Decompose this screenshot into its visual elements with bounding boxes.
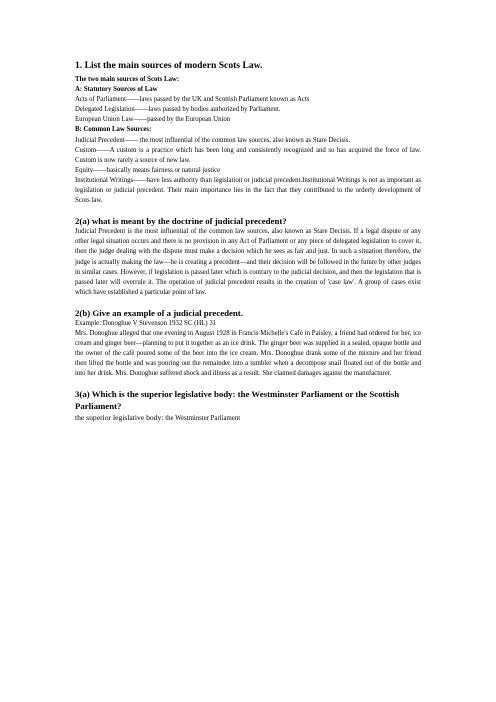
q3a-answer xyxy=(75,412,421,424)
q2b-body: Mrs. Donoghue alleged that one evening in August 1928 in Francis Michelle's Café in Paisley, a friend had ordered for her, ice cream and ginger beer—planning to put it together as an ice drink. The ginger beer was supplied in a sealed, opaque bottle and the owner of the café poured some of the beer into the ice cream. Mrs. Donoghue drank some of the mixture and her friend then lifted the bottle and was pouring out the remainder into a tumbler when a decompose snail floated out of the bottle and into her drink. Mrs. Donoghue suffered shock and illness as a result. She claimed damages against the manufacturer. xyxy=(75,329,421,378)
q1-common-law-heading: B: Common Law Sources: xyxy=(75,126,152,134)
q1-common-law-item: Custom——A custom is a practice which has been long and consistently recognized and so has acquired the force of law. Custom is now rarely a source of new law. xyxy=(75,146,421,164)
q1-intro: The two main sources of Scots Law: xyxy=(75,76,180,83)
q1-common-law-item: Judicial Precedent—— the most influential of the common law sources, also known as Stare Decisis. xyxy=(75,136,351,144)
q1-statutory-item: Delegated Legislation——laws passed by bodies authorized by Parliament. xyxy=(75,106,281,114)
q3a-answer-label: the superior legislative body: xyxy=(75,413,166,423)
section-spacer xyxy=(75,379,421,388)
q1-common-law-item: Equity——basically means fairness or natural justice xyxy=(75,166,221,174)
question-3a-heading: 3(a) Which is the superior legislative body: the Westminster Parliament or the Scottish Parliament? xyxy=(75,389,400,412)
q1-statutory-heading: A: Statutory Sources of Law xyxy=(75,86,158,94)
q3a-answer-value: the Westminster Parliament xyxy=(165,415,241,423)
q2b-example: Example: Donoghue V Stevenson 1932 SC (HL) 31 xyxy=(75,319,217,327)
question-2b-heading: 2(b) Give an example of a judicial precedent. xyxy=(75,307,243,318)
section-spacer xyxy=(75,298,421,307)
question-1-heading: 1. List the main sources of modern Scots Law. xyxy=(75,60,263,71)
q1-statutory-item: Acts of Parliament——laws passed by the UK and Scottish Parliament known as Acts xyxy=(75,96,310,104)
q1-common-law-item: Institutional Writings——have less authority than legislation or judicial precedent.Institutional Writings is not as important as legislation or judicial precedent. Their main importance lies in the fact that they contributed to the orderly development of Scots law. xyxy=(75,176,421,205)
q2a-body: Judicial Precedent is the most influential of the common law sources, also known as Stare Decisis. If a legal dispute or any other legal situation occurs and there is no provision in any Act of Parliament or any piece of delegated legislation to cover it, then the judge dealing with the dispute must make a decision which he sees as fair and just. In such a situation therefore, the judge is actually making the law—he is creating a precedent—and their decision will be followed in the future by other judges in similar cases. However, if legislation is passed later which is contrary to the judicial decision, and then the legislation that is passed later will overrule it. The operation of judicial precedent results in the creation of 'case law'. A group of cases exist which have established a particular point of law. xyxy=(75,228,421,296)
document-page xyxy=(75,59,421,424)
question-2a-heading: 2(a) what is meant by the doctrine of judicial precedent? xyxy=(75,216,287,227)
section-spacer xyxy=(75,206,421,215)
q1-statutory-item: European Union Law——passed by the European Union xyxy=(75,116,231,124)
